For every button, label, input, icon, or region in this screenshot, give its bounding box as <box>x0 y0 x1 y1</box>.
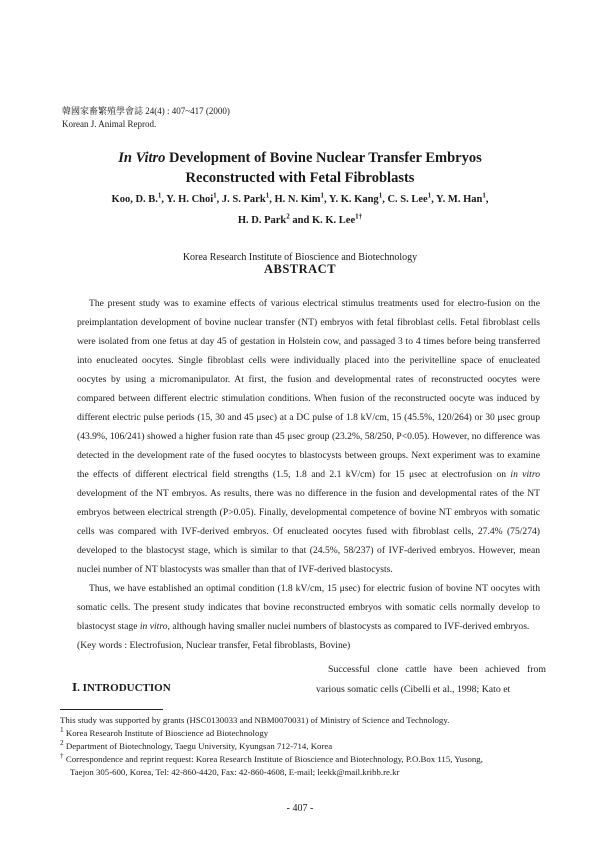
abstract-italic: in vitro <box>139 621 168 632</box>
abstract-text: Thus, we have established an optimal condition (1.8 kV/cm, 15 μsec) for electric fusion of bovine NT oocytes with somatic cells. The present study indicates that bovine reconstructed embryos with somatic cells normally develop to blastocyst stage <box>77 583 540 632</box>
footnote-mark: † <box>60 751 64 761</box>
introduction-sentence: Successful clone cattle have been achieved from various somatic cells (Cibelli et al., 1998; Kato et <box>316 664 546 695</box>
abstract-text: The present study was to examine effects of various electrical stimulus treatments used for electro-fusion on the preimplantation development of bovine nuclear transfer (NT) embryos with fetal fibroblast cells. Fetal fibroblast cells were isolated from one fetus at day 45 of gestation in Holstein cow, and passaged 3 to 4 times before being transferred into enucleated oocytes. Single fibroblast cells were individually placed into the perivitelline space of enucleated oocytes by using a micromanipulator. At first, the fusion and developmental rates of reconstructed oocytes were compared between different electric stimulation conditions. When fusion of the reconstructed oocyte was induced by different electric pulse periods (15, 30 and 45 μsec) at a DC pulse of 1.8 kV/cm, 15 (45.5%, 120/264) or 30 μsec group (43.9%, 106/241) showed a higher fusion rate than 45 μsec group (23.2%, 58/250, P<0.05). However, no difference was detected in the development rate of the fused oocytes to blastocysts between groups. Next experiment was to examine the effects of different electrical field strengths (1.5, 1.8 and 2.1 kV/cm) for 15 μsec at electrofusion on <box>77 298 540 480</box>
footnote-2 <box>60 740 530 753</box>
footnote-mark: 1 <box>60 725 64 735</box>
author: H. D. Park <box>237 215 287 226</box>
footnote-text: Department of Biotechnology, Taegu University, Kyungsan 712-714, Korea <box>63 741 333 751</box>
abstract-text: development of the NT embryos. As results, there was no difference in the fusion and developmental rates of the NT embryos between electrical strength (P>0.05). Finally, developmental competence of bovine NT embryos with somatic cells was compared with IVF-derived embryos. Of enucleated oocytes fused with fibroblast cells, 27.4% (75/274) developed to the blastocyst stage, which is similar to that (24.5%, 58/237) of IVF-derived embryos. However, mean nuclei number of NT blastocysts was smaller than that of IVF-derived blastocysts. <box>77 488 540 575</box>
author: Koo, D. B. <box>111 194 158 205</box>
title-line-1 <box>30 148 570 168</box>
author-affil-mark: 1 <box>482 191 486 200</box>
abstract-text: , although having smaller nuclei numbers of blastocysts as compared to IVF-derived embryos. <box>167 621 530 632</box>
footnote-correspondence-contact: Taejon 305-600, Korea, Tel: 42-860-4420, Fax: 42-860-4608, E-mail; leekk@mail.kribb.re.kr <box>70 767 400 777</box>
keywords: (Key words : Electrofusion, Nuclear transfer, Fetal fibroblasts, Bovine) <box>77 640 351 651</box>
footnote-1 <box>60 727 530 740</box>
footnote-funding: This study was supported by grants (HSC0130033 and NBM0070031) of Ministry of Science and Technology. <box>60 715 450 725</box>
author: and K. K. Lee <box>289 215 356 226</box>
author: , H. N. Kim <box>269 194 321 205</box>
author-affil-mark: 1† <box>355 212 363 221</box>
abstract-paragraph-2 <box>77 579 540 636</box>
abstract-paragraph-1 <box>77 294 540 579</box>
author-affil-mark: 1 <box>320 191 325 200</box>
title-italic: In Vitro <box>118 150 166 166</box>
abstract-italic: in vitro <box>510 469 540 480</box>
author: , Y. H. Choi <box>161 194 214 205</box>
footnotes <box>60 714 530 779</box>
author: , J. S. Park <box>216 194 266 205</box>
author-line-1 <box>40 189 560 210</box>
author-separator: , <box>485 194 489 205</box>
title-line-1-rest: Development of Bovine Nuclear Transfer Embryos <box>165 150 482 166</box>
author-affil-mark: 1 <box>378 191 383 200</box>
author-affil-mark: 1 <box>265 191 270 200</box>
footnote-text: Correspondence and reprint request: Korea Research Institute of Bioscience and Biotechnology, P.O.Box 115, Yusong, <box>63 754 483 764</box>
author-affil-mark: 1 <box>213 191 217 200</box>
introduction-text <box>316 660 546 700</box>
footnote-mark: 2 <box>60 738 64 748</box>
author-line-2 <box>40 210 560 231</box>
footnote-text: Korea Researoh Institute of Bioscience ad Biotechnology <box>63 728 269 738</box>
author: , C. S. Lee <box>382 194 428 205</box>
section-heading-introduction: Ⅰ. INTRODUCTION <box>72 682 171 694</box>
abstract-heading: ABSTRACT <box>263 262 337 276</box>
journal-citation <box>62 105 230 131</box>
author-affil-mark: 1 <box>427 191 432 200</box>
author: , Y. K. Kang <box>324 194 379 205</box>
page-number: - 407 - <box>286 803 314 814</box>
journal-english-name: Korean J. Animal Reprod. <box>62 119 157 129</box>
author-list <box>40 189 560 231</box>
author: , Y. M. Han <box>431 194 483 205</box>
footnote-correspondence <box>60 753 530 766</box>
paper-title <box>30 148 570 188</box>
journal-korean-citation: 韓國家畜繁殖學會誌 24(4) : 407~417 (2000) <box>62 106 230 116</box>
author-affil-mark: 2 <box>286 212 290 221</box>
author-affil-mark: 1 <box>157 191 162 200</box>
footnote-divider <box>60 709 163 710</box>
title-line-2: Reconstructed with Fetal Fibroblasts <box>185 170 415 186</box>
affiliation: Korea Research Institute of Bioscience and Biotechnology <box>182 252 418 263</box>
abstract-body <box>77 294 540 655</box>
